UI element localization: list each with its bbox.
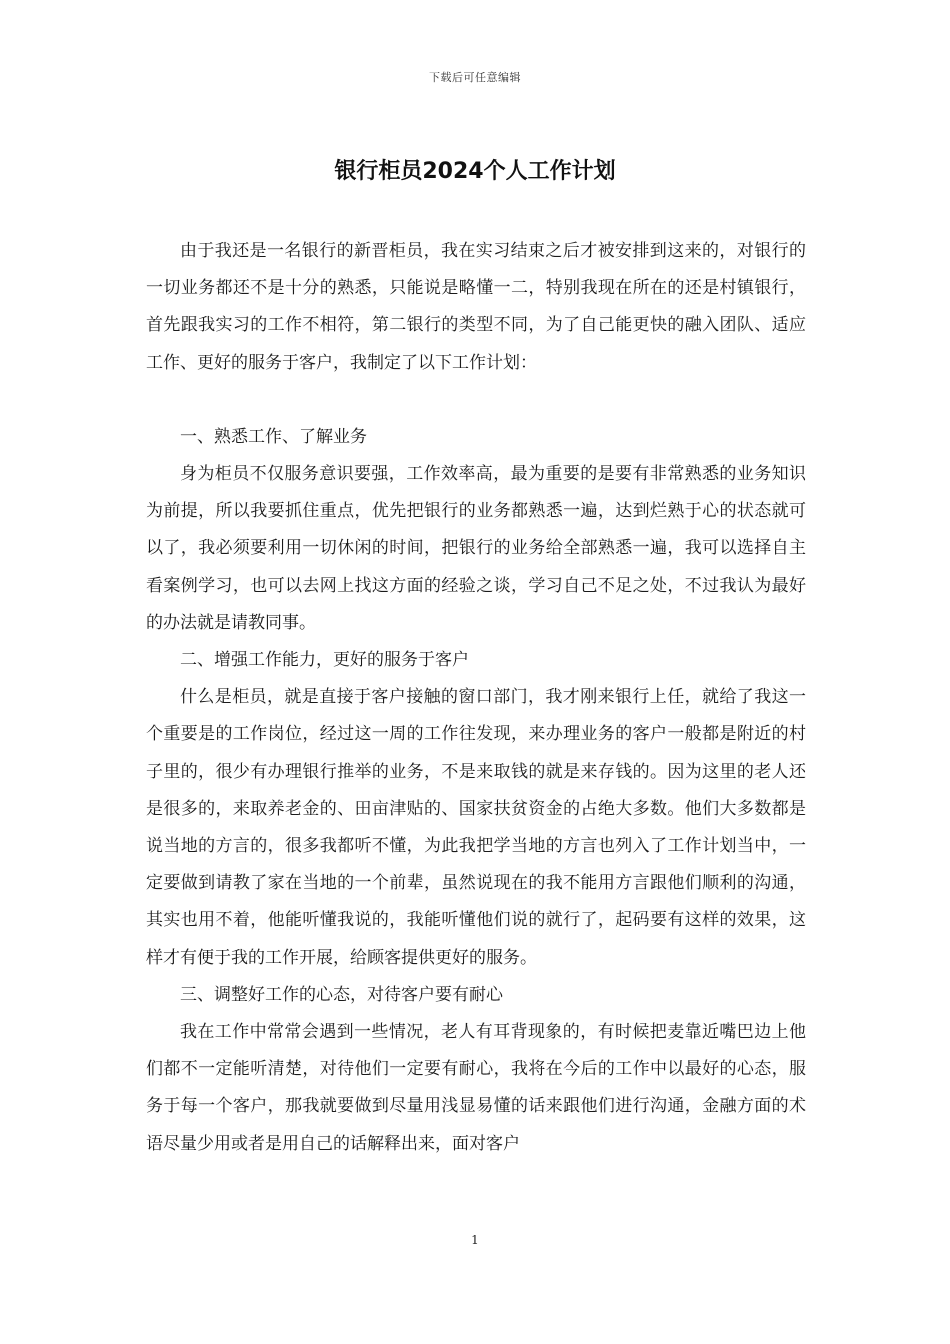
page-number: 1 (471, 1233, 479, 1247)
section-paragraph-2: 什么是柜员，就是直接于客户接触的窗口部门，我才刚来银行上任，就给了我这一个重要是的工作岗位，经过这一周的工作往发现，来办理业务的客户一般都是附近的村子里的，很少有办理银行推举的业务，不是来取钱的就是来存钱的。因为这里的老人还是很多的，来取养老金的、田亩津贴的、国家扶贫资金的占绝大多数。他们大多数都是说当地的方言的，很多我都听不懂，为此我把学当地的方言也列入了工作计划当中，一定要做到请教了家在当地的一个前辈，虽然说现在的我不能用方言跟他们顺利的沟通，其实也用不着，他能听懂我说的，我能听懂他们说的就行了，起码要有这样的效果，这样才有便于我的工作开展，给顾客提供更好的服务。 (146, 687, 806, 968)
document-body (146, 233, 806, 1163)
document-title: 银行柜员2024个人工作计划 (334, 159, 616, 184)
section-heading-2: 二、增强工作能力，更好的服务于客户 (180, 650, 469, 671)
header-note: 下载后可任意编辑 (429, 71, 521, 84)
section-paragraph-3: 我在工作中常常会遇到一些情况，老人有耳背现象的，有时候把麦靠近嘴巴边上他们都不一定能听清楚，对待他们一定要有耐心，我将在今后的工作中以最好的心态，服务于每一个客户，那我就要做到尽量用浅显易懂的话来跟他们进行沟通，金融方面的术语尽量少用或者是用自己的话解释出来，面对客户 (146, 1022, 806, 1154)
section-paragraph-1: 身为柜员不仅服务意识要强，工作效率高，最为重要的是要有非常熟悉的业务知识为前提，所以我要抓住重点，优先把银行的业务都熟悉一遍，达到烂熟于心的状态就可以了，我必须要利用一切休闲的时间，把银行的业务给全部熟悉一遍，我可以选择自主看案例学习，也可以去网上找这方面的经验之谈，学习自己不足之处，不过我认为最好的办法就是请教同事。 (146, 464, 806, 633)
intro-paragraph: 由于我还是一名银行的新晋柜员，我在实习结束之后才被安排到这来的，对银行的一切业务都还不是十分的熟悉，只能说是略懂一二，特别我现在所在的还是村镇银行，首先跟我实习的工作不相符，第二银行的类型不同，为了自己能更快的融入团队、适应工作、更好的服务于客户，我制定了以下工作计划： (146, 241, 806, 373)
section-heading-3: 三、调整好工作的心态，对待客户要有耐心 (180, 984, 503, 1005)
section-heading-1: 一、熟悉工作、了解业务 (180, 426, 367, 447)
